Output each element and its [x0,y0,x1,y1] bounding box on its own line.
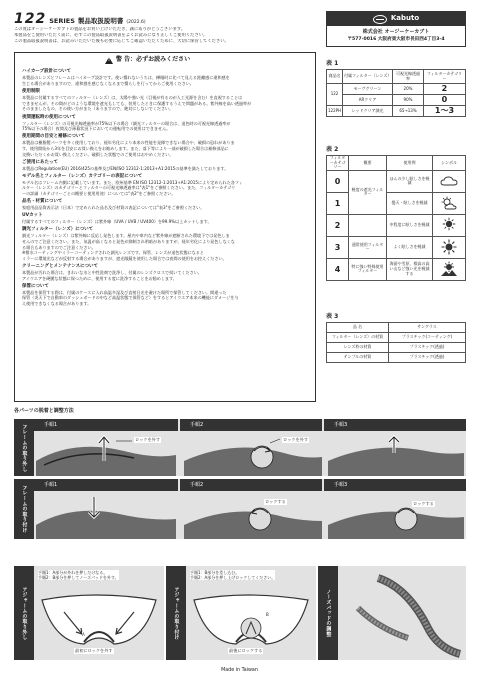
title-row [14,10,314,27]
table-row [327,192,466,214]
company-box [326,11,466,47]
material-value: プラスチック(コーティング) [389,333,466,343]
sun-cloud-icon [433,214,466,236]
section-line: アイウエアを硬膜な状態に保つために、使用する度に洗浄することをお勧めします。 [22,275,177,281]
series-label: SERIES [49,17,75,25]
note-line: 手順2：A部分を押し上げロックしてください。 [190,575,276,581]
frame-removal-illustration [34,431,466,476]
arm-removal-note [38,570,119,580]
callout-lock-last: 最後にロックする [229,648,263,653]
section-line: 生じる場合がありますので、違和感を感じなくなるまで慣らしを行ってからご使用ください。 [22,81,194,87]
made-in-label: Made in Taiwan [221,668,258,673]
kabuto-logo-icon [373,15,387,24]
section-line: 保管（炎天下で自動車のダッシュボードの中など高温状態で保管など）をするとアイウエア本来の機能にダメージを与 [22,295,239,301]
transmittance-cell: 90% [393,95,424,106]
arm-attach-panel [166,566,316,660]
sun-icon [433,236,466,258]
warning-title: 警 告：必ずお読みください [116,56,191,63]
transmittance-cell: 20% [393,84,424,95]
note-line: 手順1：A部分が外れを押しだけなる。 [38,570,108,575]
section-line: できませんが、その間がどのような環境を遮光もしても、装用したときに保護するうえで問題がある。紫外線を高い透過率が [22,100,252,106]
section-title: 品名・材質について [22,199,63,205]
table-header: フィルターカテゴリー [327,156,349,171]
table2-title: 表 2 [326,146,339,153]
section-line: ルター（レンズ）のカテゴリーとフィルターの可視光線透過率は"表1"をご参照ください。また、フィルターカテゴリ [22,185,236,191]
section-title: 使用制限 [22,89,40,95]
category-use: ほんの少し眩しさを軽減 [387,170,433,192]
table-header: 付属フィルター（レンズ） [343,70,393,84]
intro-line: 本製品をご使用いただく前に、必ずこの製品取扱説明書をよくお読みになり正しくご使用ください。 [14,33,208,39]
lens-cell: モーヴグリーン [343,84,393,95]
table-header: 使用例 [387,156,433,171]
category-use: 中程度に眩しさを軽減 [387,214,433,236]
section-title: ご使用にあたって [22,159,58,165]
step-label: 手順1 [34,419,178,431]
table-row [327,353,466,363]
section-line: る場合もありますのでご注意ください。 [22,244,96,250]
brand-name: Kabuto [390,14,420,23]
category-cell: 0 [423,95,465,106]
table-row [327,170,466,192]
category-number: 3 [327,236,349,258]
section-line: 家庭用品品質表示法（日本）で定められた品名及び材質の表記については"表3"をご参照ください。 [22,205,205,211]
model-number: 122 [14,11,47,27]
step-label: 手順2 [180,479,322,491]
section-line: 本製品はRegulation(EU) 2016/425の基準及びEN/ISO 12312-1:2013+A1:2015の基準を満たしております。 [22,165,229,171]
frame-removal-label: フレームの取り外し [14,419,34,476]
category-cell: 2 [423,84,465,95]
section-title: モデル名とフィルター（レンズ）カテゴリーの表記について [22,173,143,179]
transmittance-cell: 65→13% [393,106,424,117]
table-header: フィルターカテゴリー [423,70,465,84]
section-line: 75%以下の場合）夜間及び薄暮状況下においての運転用での使用はできません。 [22,126,171,132]
section-line: モデル名はフレーム内側に記載しています。また、欧州基準 EN ISO 12312-1:2013+A1:2015により定められた各フィ [22,179,243,185]
material-label: 品 名 [327,323,389,333]
section-title: UVカット [22,213,43,219]
table1-title: 表 1 [326,60,339,67]
table-row [327,258,466,280]
callout-lock: ロックする [413,501,434,506]
frame-attach-label: フレームの取り付け [14,479,34,539]
section-title: 使用期間の目安と補修について [22,134,85,140]
table-row [327,236,466,258]
table-header: 概要 [349,156,387,171]
table3-title: 表 3 [326,313,339,320]
section-line: 本製品に付属するすべてのフィルター（レンズ）は、太陽や強い光（目視が有るのが人工光源を含む）を直視することは [22,95,243,101]
warning-body [22,67,312,307]
point-b-label: B [266,612,269,617]
callout-unlock: ロックを外す [283,437,309,442]
material-value: プラスチック(透過) [389,343,466,353]
intro-line: この度はオージーケーカブトの製品をお買い上げいただき、誠にありがとうございます。 [14,27,186,32]
category-table [326,155,466,281]
company-name: 株式会社 オージーケーカブト [362,29,430,35]
intro-line: この製品取扱説明書は、お読みいただいた後も必要に応じてご確認いただくために、大切に保管してください。 [14,39,229,45]
section-line: ミラーに環境光などが反射する場合がありますが、遮光眼鏡を使用した場合では夜間の使用をお控えください。 [22,255,227,261]
arm-attach-note [190,570,275,580]
partly-cloudy-icon [433,192,466,214]
frame-attach-illustration [34,491,466,539]
callout-lock: ロックする [265,499,286,504]
category-use: 曇天・眩しさを軽減 [387,192,433,214]
material-label: フィルター（レンズ）の材質 [327,333,389,343]
nosepad-adjust-label: ノーズパッドの調整 [318,566,338,660]
category-number: 1 [327,192,349,214]
category-desc [349,214,387,236]
section-line: 付属するすべてのフィルター（レンズ）は紫外線（UVA / UVB / UV400）を99.9%以上カットします。 [22,219,212,225]
lens-cell: レッドクリア調光 [343,106,393,117]
warning-heading [105,56,190,64]
arm-removal-panel [14,566,164,660]
material-label: レンズ枠の材質 [327,343,389,353]
section-line: 交換いただくかお買い換えください。破損した状態でのご使用はおやめください。 [22,151,174,157]
lens-cell: ARクリア [343,95,393,106]
section-line: ※撥水コーティングやミラーコーティングされた調光レンズです。保管、レンズが退色状態になると [22,250,204,256]
callout-unlock: ロックを外す [135,437,161,442]
table-row [327,323,466,333]
section-line: ーの詳細（カテゴリーごとの概要と使用用途）については"表2"をご参照ください。 [22,191,176,197]
table-row [327,333,466,343]
callout-unlock-first: 最初にロックを外す [75,648,113,653]
category-number: 2 [327,214,349,236]
frame-removal-panel [14,419,466,476]
category-desc: 通常使用フィルター [349,236,387,258]
step-label: 手順2 [180,419,322,431]
table-row [327,343,466,353]
nosepad-illustration [338,568,466,660]
category-number: 4 [327,258,349,280]
section-line: 本製品のレンズとフレームはハイカーブ設計です。使い慣れないうちは、樺眼时に比べて見える距離感に違和感を [22,75,230,81]
warning-icon [105,57,113,64]
step-label: 手順3 [324,479,466,491]
material-table [326,322,466,363]
category-number: 0 [327,170,349,192]
category-use: よく眩しさを軽減 [387,236,433,258]
note-line: 手順1：B部分を差し込む。 [190,570,240,575]
table-row [327,84,466,95]
cloud-icon [433,170,466,192]
lens-table [326,69,466,117]
model-cell: 122PH [327,106,343,117]
category-cell: 1〜3 [423,106,465,117]
category-desc: 軽度の遮光フィルター [349,170,387,214]
material-value: サングラス [389,323,466,333]
section-title: クリーニングとメンテナンスについて [22,263,99,269]
section-title: ハイカーブ設計について [22,69,72,75]
document-date: (2022.6) [126,20,146,25]
step-label: 手順3 [324,419,466,431]
step-label: 手順1 [34,479,178,491]
note-line: 手順2：B部分を押してノーズパッドを外す。 [38,575,119,581]
table-header: 商品名 [327,70,343,84]
company-address: 〒577-0016 大阪府東大阪市長田西4丁目3-4 [347,37,445,42]
section-line: す。使用開始から3年を目安にお買い換えをお勧めします。また、落下等により一部が破損した場合は補修部品に [22,145,229,151]
parts-section-title: 各パーツの脱着と調整方法 [14,408,74,414]
table-header: 可視光線透過率 [393,70,424,84]
intro-text [14,27,314,46]
warning-box [14,52,316,402]
section-line: フィルター（レンズ）の可視光線透過率が75%以下の場合（調光フィルターの場合は、退色時の可視光線透過率が [22,120,231,126]
arm-attach-label: アジャームの取り付け [166,566,186,660]
table-row [327,95,466,106]
section-title: 調光フィルター（レンズ）について [22,227,94,233]
material-value: プラスチック(透過) [389,353,466,363]
category-desc: 特に強い特殊使用フィルター [349,258,387,280]
model-cell: 122 [327,84,343,106]
material-label: テンプルの材質 [327,353,389,363]
document-title: 製品取扱説明書 [77,17,124,25]
section-line: え使用できなくなる場合があります。 [22,301,92,306]
table-row [327,106,466,117]
section-line: 本製品は樹脂製パーツを多く使用しており、経年劣化により本来の性能を発揮できない場合や、破損の恐れがありま [22,140,235,146]
table-header: シンボル [433,156,466,171]
section-line: せんのでご注意ください。また、気温が高くなると発色が抑制され明暗がありますが、経年劣化により発色しなくな [22,238,235,244]
frame-attach-panel [14,479,466,539]
section-line: 本製品が汚れた場合は、きれいな水と中性洗剤で洗浄し、付属のレンズクロスで拭いてください。 [22,269,202,275]
section-line: 本製品を保管する際は、付属のケースに入れ高温多湿及び直射日光を避けた場所で保管してください。間違った [22,289,227,295]
section-line: 調光フィルター（レンズ）は紫外線に反応し発色します。屋内や車内など紫外線が遮断された環境下では発色しま [22,233,230,239]
nosepad-adjust-panel [318,566,466,660]
strong-sun-icon [433,258,466,280]
arm-removal-label: アジャームの取り外し [14,566,34,660]
section-title: 保管について [22,283,49,289]
point-a-label: A [82,632,85,637]
brand-logo [327,12,465,26]
section-line: そのまましたもの、その使い方がまた（ありますので、絶対にしないでください。 [22,106,174,112]
table-row [327,214,466,236]
category-use: 海面や雪原、標高の高い山など強い光を軽減する [387,258,433,280]
section-title: 夜間運転時の使用について [22,114,76,120]
